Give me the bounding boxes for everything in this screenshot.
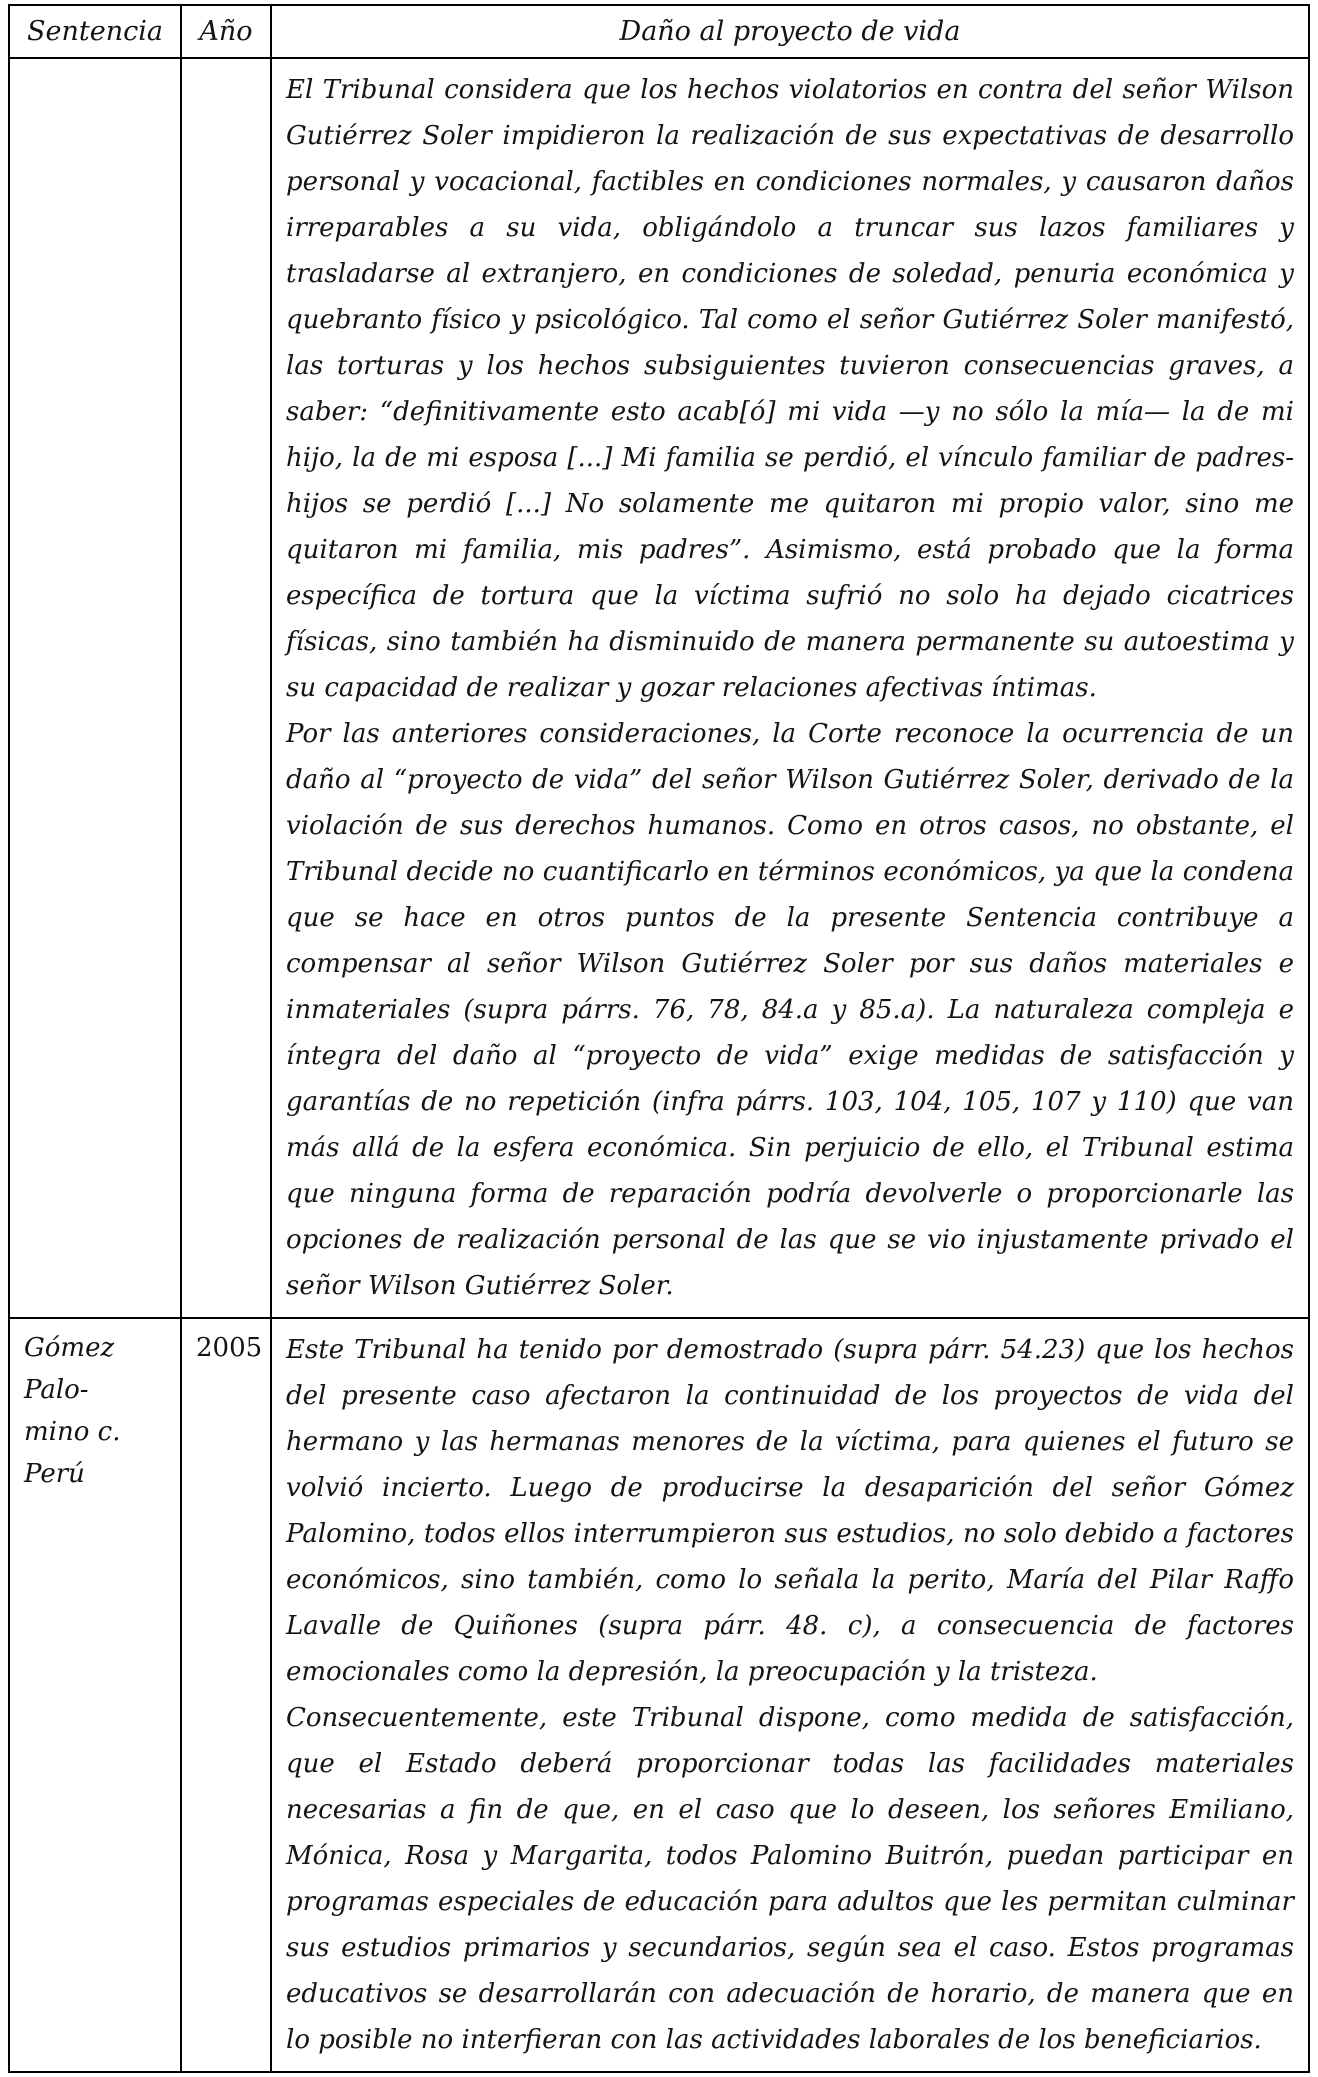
sentencias-table	[8, 4, 1310, 2073]
paragraph: Este Tribunal ha tenido por demostrado (supra párr. 54.23) que los hechos del presente caso afectaron la continuidad de los proyectos de vida del hermano y las hermanas menores de la víctima, para quienes el futuro se volvió incierto. Luego de producirse la desaparición del señor Gómez Palomino, todos ellos interrumpieron sus estudios, no solo debido a factores económicos, sino también, como lo señala la perito, María del Pilar Raffo Lavalle de Quiñones (supra párr. 48. c), a consecuencia de factores emocionales como la depresión, la preocupación y la tristeza.	[286, 1335, 1294, 1687]
year-cell	[181, 58, 271, 1318]
paragraph: Consecuentemente, este Tribunal dispone, como medida de satisfacción, que el Estado deberá proporcionar todas las facilidades materiales necesarias a fin de que, en el caso que lo deseen, los señores Emiliano, Mónica, Rosa y Margarita, todos Palomino Buitrón, puedan participar en programas especiales de educación para adultos que les permitan culminar sus estudios primarios y secundarios, según sea el caso. Estos programas educativos se desarrollarán con adecuación de horario, de manera que en lo posible no interfieran con las actividades laborales de los beneficiarios.	[286, 1703, 1294, 2055]
header-ano: Año	[181, 5, 271, 58]
sentencia-cell	[9, 58, 181, 1318]
header-sentencia: Sentencia	[9, 5, 181, 58]
case-name-line: mino c. Perú	[24, 1417, 121, 1489]
dano-text-cell	[271, 1318, 1309, 2072]
dano-text-cell	[271, 58, 1309, 1318]
header-dano-proyecto-vida: Daño al proyecto de vida	[271, 5, 1309, 58]
paragraph: Por las anteriores consideraciones, la Corte reconoce la ocurrencia de un daño al “proyecto de vida” del señor Wilson Gutiérrez Soler, derivado de la violación de sus derechos humanos. Como en otros casos, no obstante, el Tribunal decide no cuantificarlo en términos económicos, ya que la condena que se hace en otros puntos de la presente Sentencia contribuye a compensar al señor Wilson Gutiérrez Soler por sus daños materiales e inmateriales (supra párrs. 76, 78, 84.a y 85.a). La naturaleza compleja e íntegra del daño al “proyecto de vida” exige medidas de satisfacción y garantías de no repetición (infra párrs. 103, 104, 105, 107 y 110) que van más allá de la esfera económica. Sin perjuicio de ello, el Tribunal estima que ninguna forma de reparación podría devolverle o proporcionarle las opciones de realización personal de las que se vio injustamente privado el señor Wilson Gutiérrez Soler.	[286, 719, 1294, 1301]
table-row	[9, 58, 1309, 1318]
year-cell: 2005	[181, 1318, 271, 2072]
case-name-line: Gómez Palo-	[24, 1333, 115, 1405]
paragraph: El Tribunal considera que los hechos violatorios en contra del señor Wilson Gutiérrez Soler impidieron la realización de sus expectativas de desarrollo personal y vocacional, factibles en condiciones normales, y causaron daños irreparables a su vida, obligándolo a truncar sus lazos familiares y trasladarse al extranjero, en condiciones de soledad, penuria económica y quebranto físico y psicológico. Tal como el señor Gutiérrez Soler manifestó, las torturas y los hechos subsiguientes tuvieron consecuencias graves, a saber: “definitivamente esto acab[ó] mi vida —y no sólo la mía— la de mi hijo, la de mi esposa [...] Mi familia se perdió, el vínculo familiar de padres-hijos se perdió [...] No solamente me quitaron mi propio valor, sino me quitaron mi familia, mis padres”. Asimismo, está probado que la forma específica de tortura que la víctima sufrió no solo ha dejado cicatrices físicas, sino también ha disminuido de manera permanente su autoestima y su capacidad de realizar y gozar relaciones afectivas íntimas.	[286, 75, 1294, 703]
sentencia-cell	[9, 1318, 181, 2072]
table-row	[9, 1318, 1309, 2072]
table-header-row	[9, 5, 1309, 58]
